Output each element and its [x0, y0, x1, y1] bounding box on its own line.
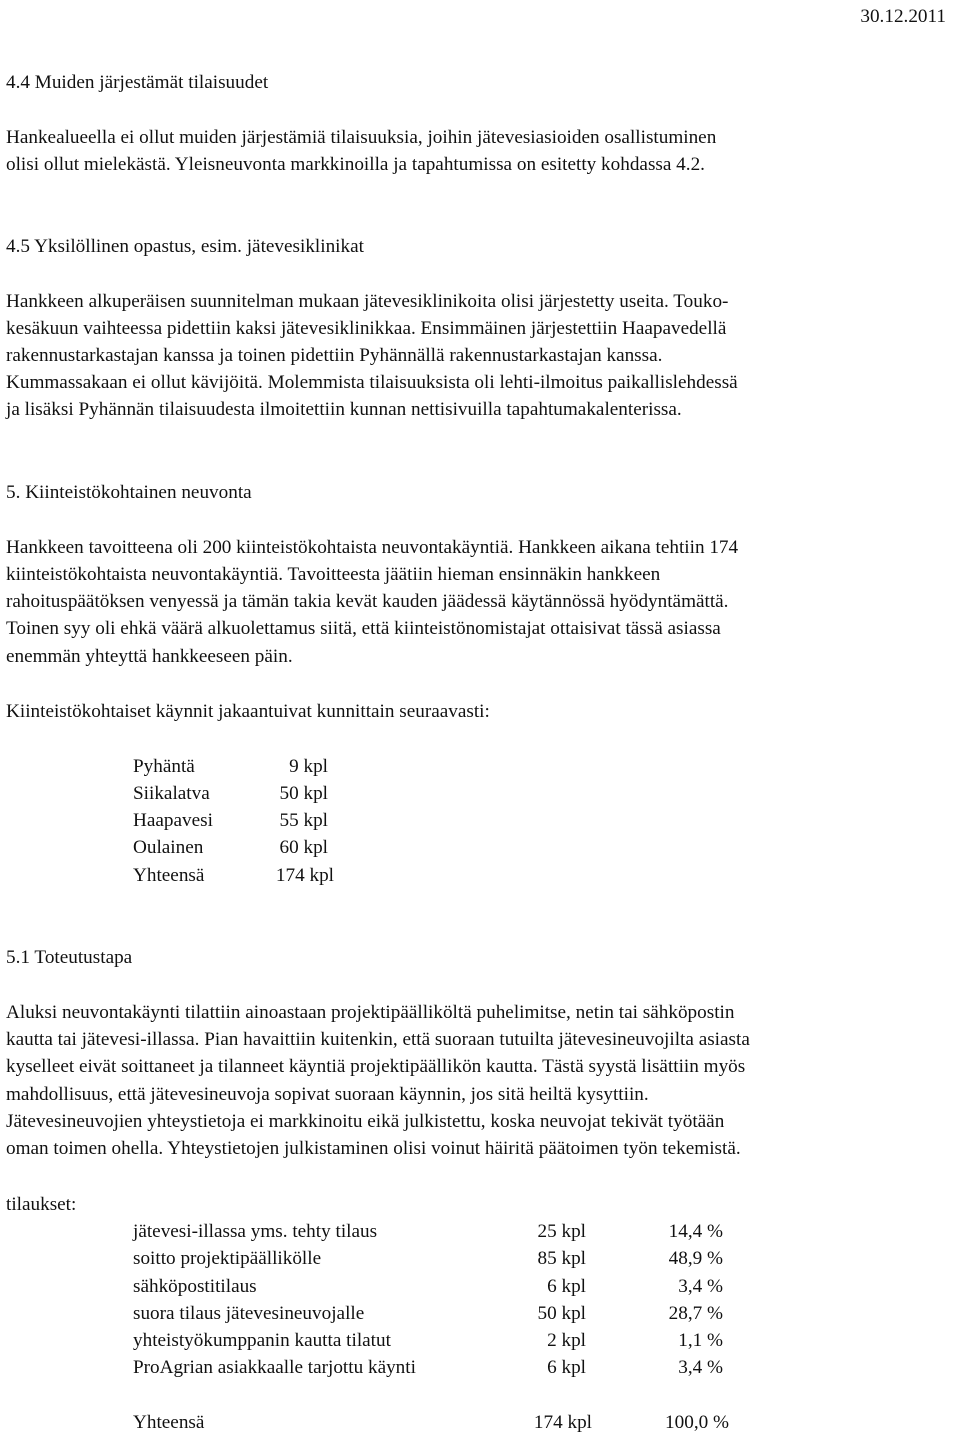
- order-count: 6 kpl: [547, 1357, 586, 1378]
- order-percent: 28,7 %: [668, 1303, 723, 1324]
- orders-total-count: 174 kpl: [533, 1412, 592, 1433]
- paragraph-line: Jätevesineuvojien yhteystietoja ei markkinoitu eikä julkistettu, koska neuvojat tekivät työtään: [6, 1111, 725, 1132]
- municipality-name: Haapavesi: [133, 810, 213, 831]
- section-5-heading: 5. Kiinteistökohtainen neuvonta: [6, 482, 252, 503]
- order-type: soitto projektipäällikölle: [133, 1248, 322, 1269]
- order-count: 25 kpl: [537, 1221, 586, 1242]
- paragraph-line: Hankealueella ei ollut muiden järjestämiä tilaisuuksia, joihin jätevesiasioiden osallistuminen: [6, 127, 717, 148]
- paragraph-line: Aluksi neuvontakäynti tilattiin ainoastaan projektipäälliköltä puhelimitse, netin tai sähköpostin: [6, 1002, 735, 1023]
- municipality-total-count: 174 kpl: [275, 865, 334, 886]
- order-type: sähköpostitilaus: [133, 1276, 257, 1297]
- section-4-4-heading: 4.4 Muiden järjestämät tilaisuudet: [6, 72, 269, 93]
- paragraph-line: kesäkuun vaihteessa pidettiin kaksi jätevesiklinikkaa. Ensimmäinen järjestettiin Haapavedellä: [6, 318, 727, 339]
- order-percent: 1,1 %: [678, 1330, 723, 1351]
- paragraph-line: ja lisäksi Pyhännän tilaisuudesta ilmoitettiin kunnan nettisivuilla tapahtumakalenterissa.: [6, 399, 682, 420]
- paragraph-line: rahoituspäätöksen venyessä ja tämän takia kevät kauden jäädessä käytännössä hyödyntämättä.: [6, 591, 729, 612]
- paragraph-line: kautta tai jätevesi-illassa. Pian havaittiin kuitenkin, että suoraan tutuilta jätevesineuvojilta asiasta: [6, 1029, 750, 1050]
- paragraph-line: olisi ollut mielekästä. Yleisneuvonta markkinoilla ja tapahtumissa on esitetty kohdassa 4.2.: [6, 154, 705, 175]
- municipality-name: Siikalatva: [133, 783, 210, 804]
- order-count: 2 kpl: [547, 1330, 586, 1351]
- paragraph-line: oman toimen ohella. Yhteystietojen julkistaminen olisi voinut häiritä päätoimen työn tekemistä.: [6, 1138, 741, 1159]
- paragraph-line: Hankkeen alkuperäisen suunnitelman mukaan jätevesiklinikoita olisi järjestetty useita. Touko-: [6, 291, 729, 312]
- paragraph-line: Kummassakaan ei ollut kävijöitä. Molemmista tilaisuuksista oli lehti-ilmoitus paikallislehdessä: [6, 372, 738, 393]
- municipality-intro: Kiinteistökohtaiset käynnit jakaantuivat kunnittain seuraavasti:: [6, 701, 490, 722]
- municipality-count: 50 kpl: [279, 783, 328, 804]
- municipality-total-label: Yhteensä: [133, 865, 205, 886]
- order-type: ProAgrian asiakkaalle tarjottu käynti: [133, 1357, 416, 1378]
- paragraph-line: Hankkeen tavoitteena oli 200 kiinteistökohtaista neuvontakäyntiä. Hankkeen aikana tehtiin 174: [6, 537, 739, 558]
- document-date: 30.12.2011: [860, 6, 946, 27]
- order-type: yhteistyökumppanin kautta tilatut: [133, 1330, 391, 1351]
- orders-total-percent: 100,0 %: [665, 1412, 729, 1433]
- municipality-count: 9 kpl: [289, 756, 328, 777]
- order-count: 85 kpl: [537, 1248, 586, 1269]
- order-type: suora tilaus jätevesineuvojalle: [133, 1303, 365, 1324]
- order-percent: 3,4 %: [678, 1357, 723, 1378]
- paragraph-line: mahdollisuus, että jätevesineuvoja sopivat suoraan käynnin, jos sitä heiltä kysyttiin.: [6, 1084, 649, 1105]
- order-count: 50 kpl: [537, 1303, 586, 1324]
- order-percent: 3,4 %: [678, 1276, 723, 1297]
- orders-label: tilaukset:: [6, 1194, 77, 1215]
- order-percent: 48,9 %: [668, 1248, 723, 1269]
- municipality-count: 60 kpl: [279, 837, 328, 858]
- paragraph-line: Toinen syy oli ehkä väärä alkuolettamus siitä, että kiinteistönomistajat ottaisivat tässä asiassa: [6, 618, 721, 639]
- section-4-5-heading: 4.5 Yksilöllinen opastus, esim. jätevesiklinikat: [6, 236, 364, 257]
- paragraph-line: enemmän yhteyttä hankkeeseen päin.: [6, 646, 293, 667]
- municipality-count: 55 kpl: [279, 810, 328, 831]
- section-5-1-heading: 5.1 Toteutustapa: [6, 947, 133, 968]
- orders-total-label: Yhteensä: [133, 1412, 205, 1433]
- order-percent: 14,4 %: [668, 1221, 723, 1242]
- paragraph-line: kyselleet eivät soittaneet ja tilanneet käyntiä projektipäällikön kautta. Tästä syystä lisättiin myös: [6, 1056, 746, 1077]
- municipality-name: Pyhäntä: [133, 756, 195, 777]
- order-type: jätevesi-illassa yms. tehty tilaus: [133, 1221, 378, 1242]
- paragraph-line: kiinteistökohtaista neuvontakäyntiä. Tavoitteesta jäätiin hieman ensinnäkin hankkeen: [6, 564, 661, 585]
- municipality-name: Oulainen: [133, 837, 204, 858]
- order-count: 6 kpl: [547, 1276, 586, 1297]
- paragraph-line: rakennustarkastajan kanssa ja toinen pidettiin Pyhännällä rakennustarkastajan kanssa.: [6, 345, 663, 366]
